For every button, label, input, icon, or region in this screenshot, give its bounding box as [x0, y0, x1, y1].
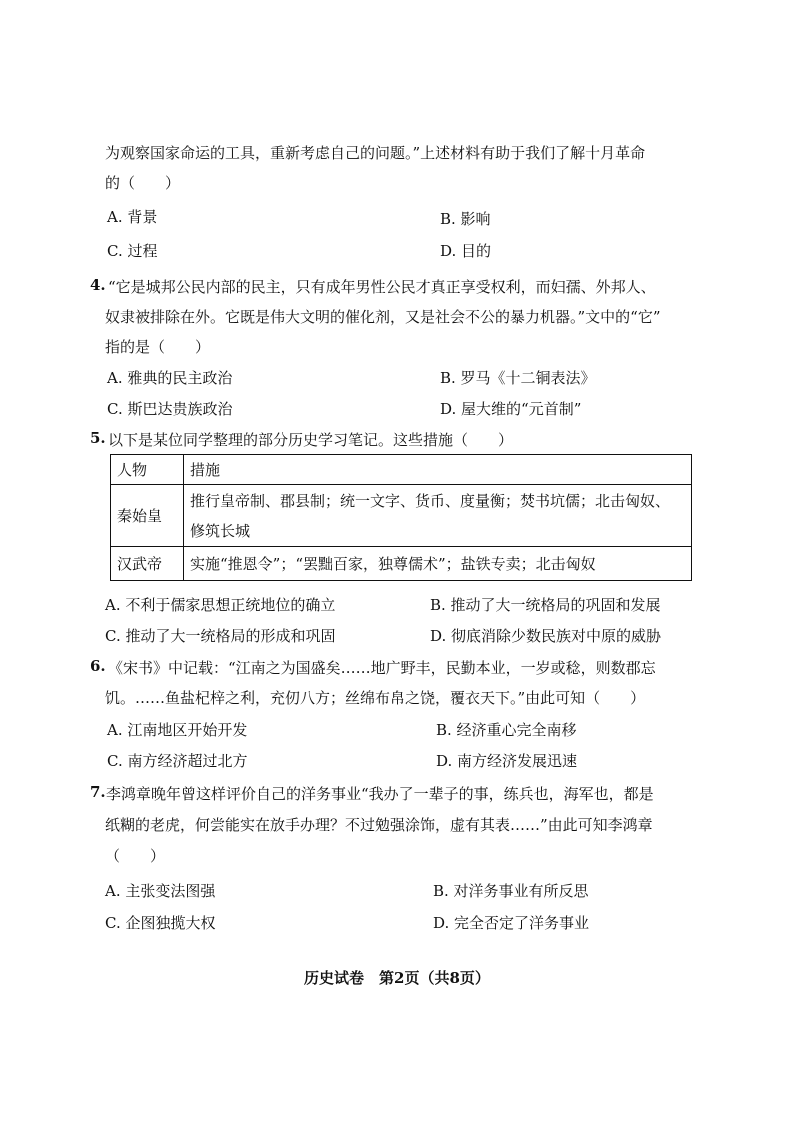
table-cell-measures: 实施“推恩令”；“罢黜百家，独尊儒术”；盐铁专卖；北击匈奴 — [184, 547, 692, 581]
q7-stem-line-1: 李鸿章晚年曾这样评价自己的洋务事业“我办了一辈子的事，练兵也，海军也，都是 — [106, 785, 654, 803]
q7-number: 7. — [90, 783, 106, 801]
q7-option-d: D. 完全否定了洋务事业 — [433, 914, 590, 932]
study-notes-table — [110, 454, 692, 581]
table-row — [111, 547, 692, 581]
q4-number: 4. — [90, 276, 106, 294]
q6-option-b: B. 经济重心完全南移 — [436, 721, 577, 739]
q5-stem: 以下是某位同学整理的部分历史学习笔记。这些措施（ ） — [108, 431, 514, 449]
table-cell-person: 秦始皇 — [111, 485, 184, 547]
q6-option-c: C. 南方经济超过北方 — [107, 752, 248, 770]
measures-line: 推行皇帝制、郡县制；统一文字、货币、度量衡；焚书坑儒；北击匈奴、 — [190, 491, 671, 510]
q3-option-a: A. 背景 — [107, 208, 158, 226]
q5-option-b: B. 推动了大一统格局的巩固和发展 — [430, 596, 661, 614]
q7-option-b: B. 对洋务事业有所反思 — [433, 882, 589, 900]
table-header-measures: 措施 — [184, 455, 692, 485]
q4-stem-line-2: 奴隶被排除在外。它既是伟大文明的催化剂，又是社会不公的暴力机器。”文中的“它” — [105, 308, 661, 326]
table-cell-measures — [184, 485, 692, 547]
measures-line: 修筑长城 — [190, 521, 251, 540]
table-header-row — [111, 455, 692, 485]
q7-option-c: C. 企图独揽大权 — [105, 914, 216, 932]
q6-number: 6. — [90, 657, 106, 675]
page-footer: 历史试卷 第2页（共8页） — [304, 969, 490, 987]
q4-option-c: C. 斯巴达贵族政治 — [107, 400, 233, 418]
table-row — [111, 485, 692, 547]
q4-stem-line-3: 指的是（ ） — [105, 338, 211, 356]
q7-stem-line-2: 纸糊的老虎，何尝能实在放手办理？不过勉强涂饰，虚有其表……”由此可知李鸿章 — [105, 816, 653, 834]
q5-option-c: C. 推动了大一统格局的形成和巩固 — [105, 627, 336, 645]
q6-option-d: D. 南方经济发展迅速 — [436, 752, 578, 770]
q3-stem-line-2: 的（ ） — [105, 174, 181, 192]
q6-stem-line-1: 《宋书》中记载：“江南之为国盛矣……地广野丰，民勤本业，一岁或稔，则数郡忘 — [108, 659, 656, 677]
q3-option-b: B. 影响 — [440, 210, 491, 228]
q5-option-d: D. 彻底消除少数民族对中原的威胁 — [430, 627, 662, 645]
q3-stem-line-1: 为观察国家命运的工具，重新考虑自己的问题。”上述材料有助于我们了解十月革命 — [105, 144, 646, 162]
q4-option-b: B. 罗马《十二铜表法》 — [440, 369, 596, 387]
q4-option-a: A. 雅典的民主政治 — [107, 369, 233, 387]
q6-stem-line-2: 饥。……鱼盐杞梓之利，充仞八方；丝绵布帛之饶，覆衣天下。”由此可知（ ） — [105, 689, 646, 707]
q4-option-d: D. 屋大维的“元首制” — [440, 400, 582, 418]
table-cell-person: 汉武帝 — [111, 547, 184, 581]
q7-stem-line-3: （ ） — [105, 847, 166, 865]
q3-option-d: D. 目的 — [440, 242, 492, 260]
q3-option-c: C. 过程 — [107, 242, 158, 260]
q4-stem-line-1: “它是城邦公民内部的民主，只有成年男性公民才真正享受权利，而妇孺、外邦人、 — [108, 278, 656, 296]
q7-option-a: A. 主张变法图强 — [105, 882, 216, 900]
q6-option-a: A. 江南地区开始开发 — [107, 721, 248, 739]
q5-option-a: A. 不利于儒家思想正统地位的确立 — [105, 596, 336, 614]
q5-number: 5. — [90, 429, 106, 447]
table-header-person: 人物 — [111, 455, 184, 485]
